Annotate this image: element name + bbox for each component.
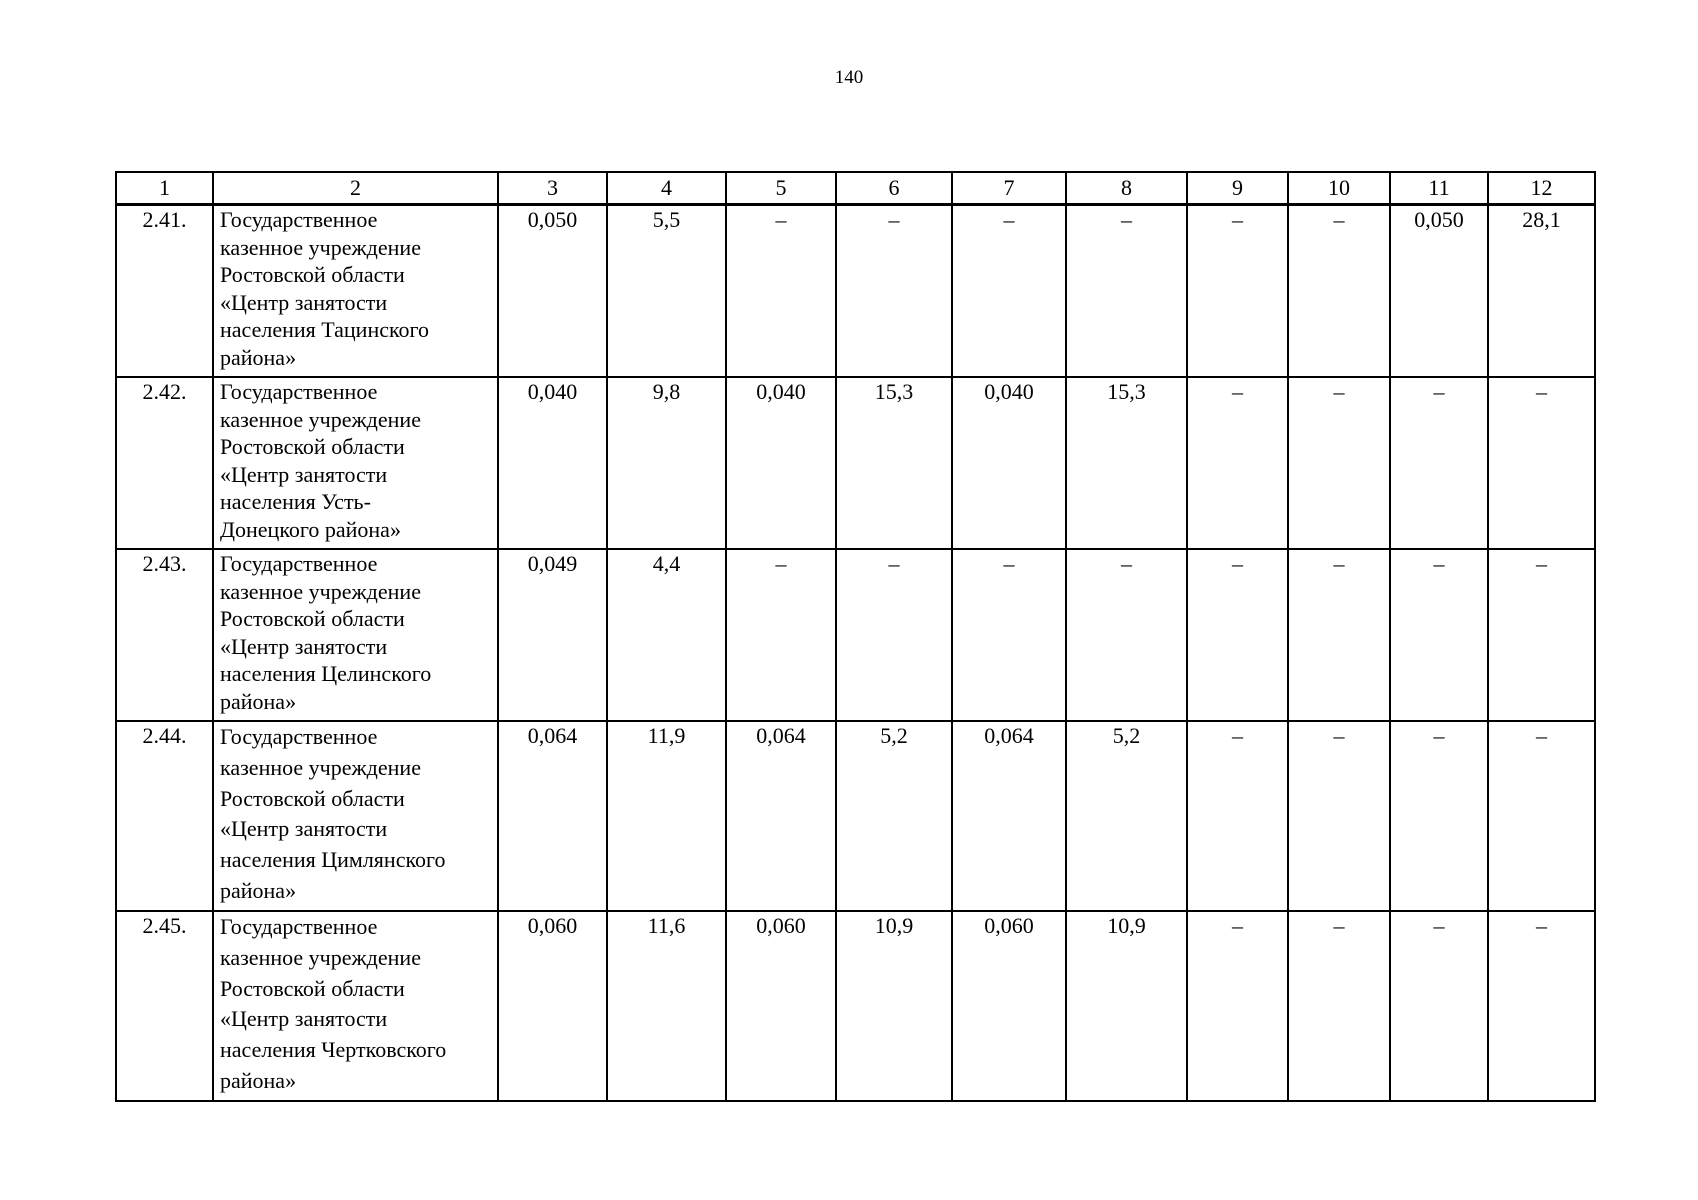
value-cell: – bbox=[726, 205, 836, 378]
value-cell: 28,1 bbox=[1488, 205, 1595, 378]
value-cell: – bbox=[1066, 205, 1187, 378]
value-cell: 5,5 bbox=[607, 205, 726, 378]
institution-name: Государственное казенное учреждение Ростовской области «Центр занятости населения Цимлянского района» bbox=[220, 724, 446, 903]
column-header: 6 bbox=[836, 172, 952, 205]
value-cell: – bbox=[1488, 377, 1595, 549]
value-cell: 0,064 bbox=[726, 721, 836, 911]
value-cell: 0,060 bbox=[952, 911, 1066, 1101]
institution-name-cell bbox=[213, 911, 498, 1101]
value-cell: 0,040 bbox=[498, 377, 607, 549]
institution-name-cell bbox=[213, 205, 498, 378]
institution-name: Государственное казенное учреждение Ростовской области «Центр занятости населения Усть- Донецкого района» bbox=[220, 379, 421, 542]
value-cell: 0,064 bbox=[498, 721, 607, 911]
column-header: 3 bbox=[498, 172, 607, 205]
value-cell: – bbox=[1187, 911, 1288, 1101]
data-table bbox=[115, 171, 1596, 1102]
value-cell: – bbox=[836, 205, 952, 378]
column-header: 8 bbox=[1066, 172, 1187, 205]
value-cell: 9,8 bbox=[607, 377, 726, 549]
value-cell: – bbox=[1488, 721, 1595, 911]
value-cell: 10,9 bbox=[836, 911, 952, 1101]
value-cell: – bbox=[1187, 377, 1288, 549]
table-row bbox=[116, 911, 1595, 1101]
value-cell: – bbox=[1066, 549, 1187, 721]
column-header: 11 bbox=[1390, 172, 1488, 205]
row-number: 2.42. bbox=[116, 377, 213, 549]
header-row bbox=[116, 172, 1595, 205]
column-header: 1 bbox=[116, 172, 213, 205]
institution-name: Государственное казенное учреждение Ростовской области «Центр занятости населения Чертковского района» bbox=[220, 914, 447, 1093]
value-cell: – bbox=[1288, 205, 1390, 378]
institution-name-cell bbox=[213, 377, 498, 549]
value-cell: – bbox=[836, 549, 952, 721]
column-header: 12 bbox=[1488, 172, 1595, 205]
table-row bbox=[116, 721, 1595, 911]
page-number: 140 bbox=[834, 67, 864, 88]
value-cell: – bbox=[1390, 377, 1488, 549]
value-cell: 10,9 bbox=[1066, 911, 1187, 1101]
value-cell: 15,3 bbox=[836, 377, 952, 549]
value-cell: – bbox=[1390, 721, 1488, 911]
value-cell: 0,064 bbox=[952, 721, 1066, 911]
column-header: 4 bbox=[607, 172, 726, 205]
column-header: 10 bbox=[1288, 172, 1390, 205]
value-cell: – bbox=[1288, 377, 1390, 549]
table-row bbox=[116, 205, 1595, 378]
row-number: 2.41. bbox=[116, 205, 213, 378]
institution-name-cell bbox=[213, 549, 498, 721]
value-cell: – bbox=[1488, 911, 1595, 1101]
row-number: 2.43. bbox=[116, 549, 213, 721]
value-cell: 4,4 bbox=[607, 549, 726, 721]
value-cell: – bbox=[1390, 549, 1488, 721]
value-cell: – bbox=[952, 549, 1066, 721]
value-cell: – bbox=[726, 549, 836, 721]
column-header: 7 bbox=[952, 172, 1066, 205]
institution-name: Государственное казенное учреждение Ростовской области «Центр занятости населения Целинского района» bbox=[220, 551, 432, 714]
value-cell: – bbox=[1187, 549, 1288, 721]
value-cell: 0,050 bbox=[498, 205, 607, 378]
value-cell: – bbox=[1288, 721, 1390, 911]
value-cell: – bbox=[1288, 549, 1390, 721]
table-row bbox=[116, 377, 1595, 549]
value-cell: 0,049 bbox=[498, 549, 607, 721]
value-cell: 15,3 bbox=[1066, 377, 1187, 549]
value-cell: – bbox=[1390, 911, 1488, 1101]
value-cell: 0,040 bbox=[952, 377, 1066, 549]
value-cell: 5,2 bbox=[1066, 721, 1187, 911]
row-number: 2.44. bbox=[116, 721, 213, 911]
institution-name: Государственное казенное учреждение Ростовской области «Центр занятости населения Тацинского района» bbox=[220, 207, 430, 370]
value-cell: – bbox=[952, 205, 1066, 378]
column-header: 5 bbox=[726, 172, 836, 205]
value-cell: 0,040 bbox=[726, 377, 836, 549]
value-cell: – bbox=[1187, 721, 1288, 911]
institution-name-cell bbox=[213, 721, 498, 911]
column-header: 9 bbox=[1187, 172, 1288, 205]
value-cell: 11,9 bbox=[607, 721, 726, 911]
row-number: 2.45. bbox=[116, 911, 213, 1101]
value-cell: – bbox=[1288, 911, 1390, 1101]
value-cell: 0,060 bbox=[498, 911, 607, 1101]
value-cell: – bbox=[1187, 205, 1288, 378]
value-cell: 0,060 bbox=[726, 911, 836, 1101]
value-cell: 0,050 bbox=[1390, 205, 1488, 378]
value-cell: 5,2 bbox=[836, 721, 952, 911]
table-row bbox=[116, 549, 1595, 721]
column-header: 2 bbox=[213, 172, 498, 205]
value-cell: 11,6 bbox=[607, 911, 726, 1101]
value-cell: – bbox=[1488, 549, 1595, 721]
